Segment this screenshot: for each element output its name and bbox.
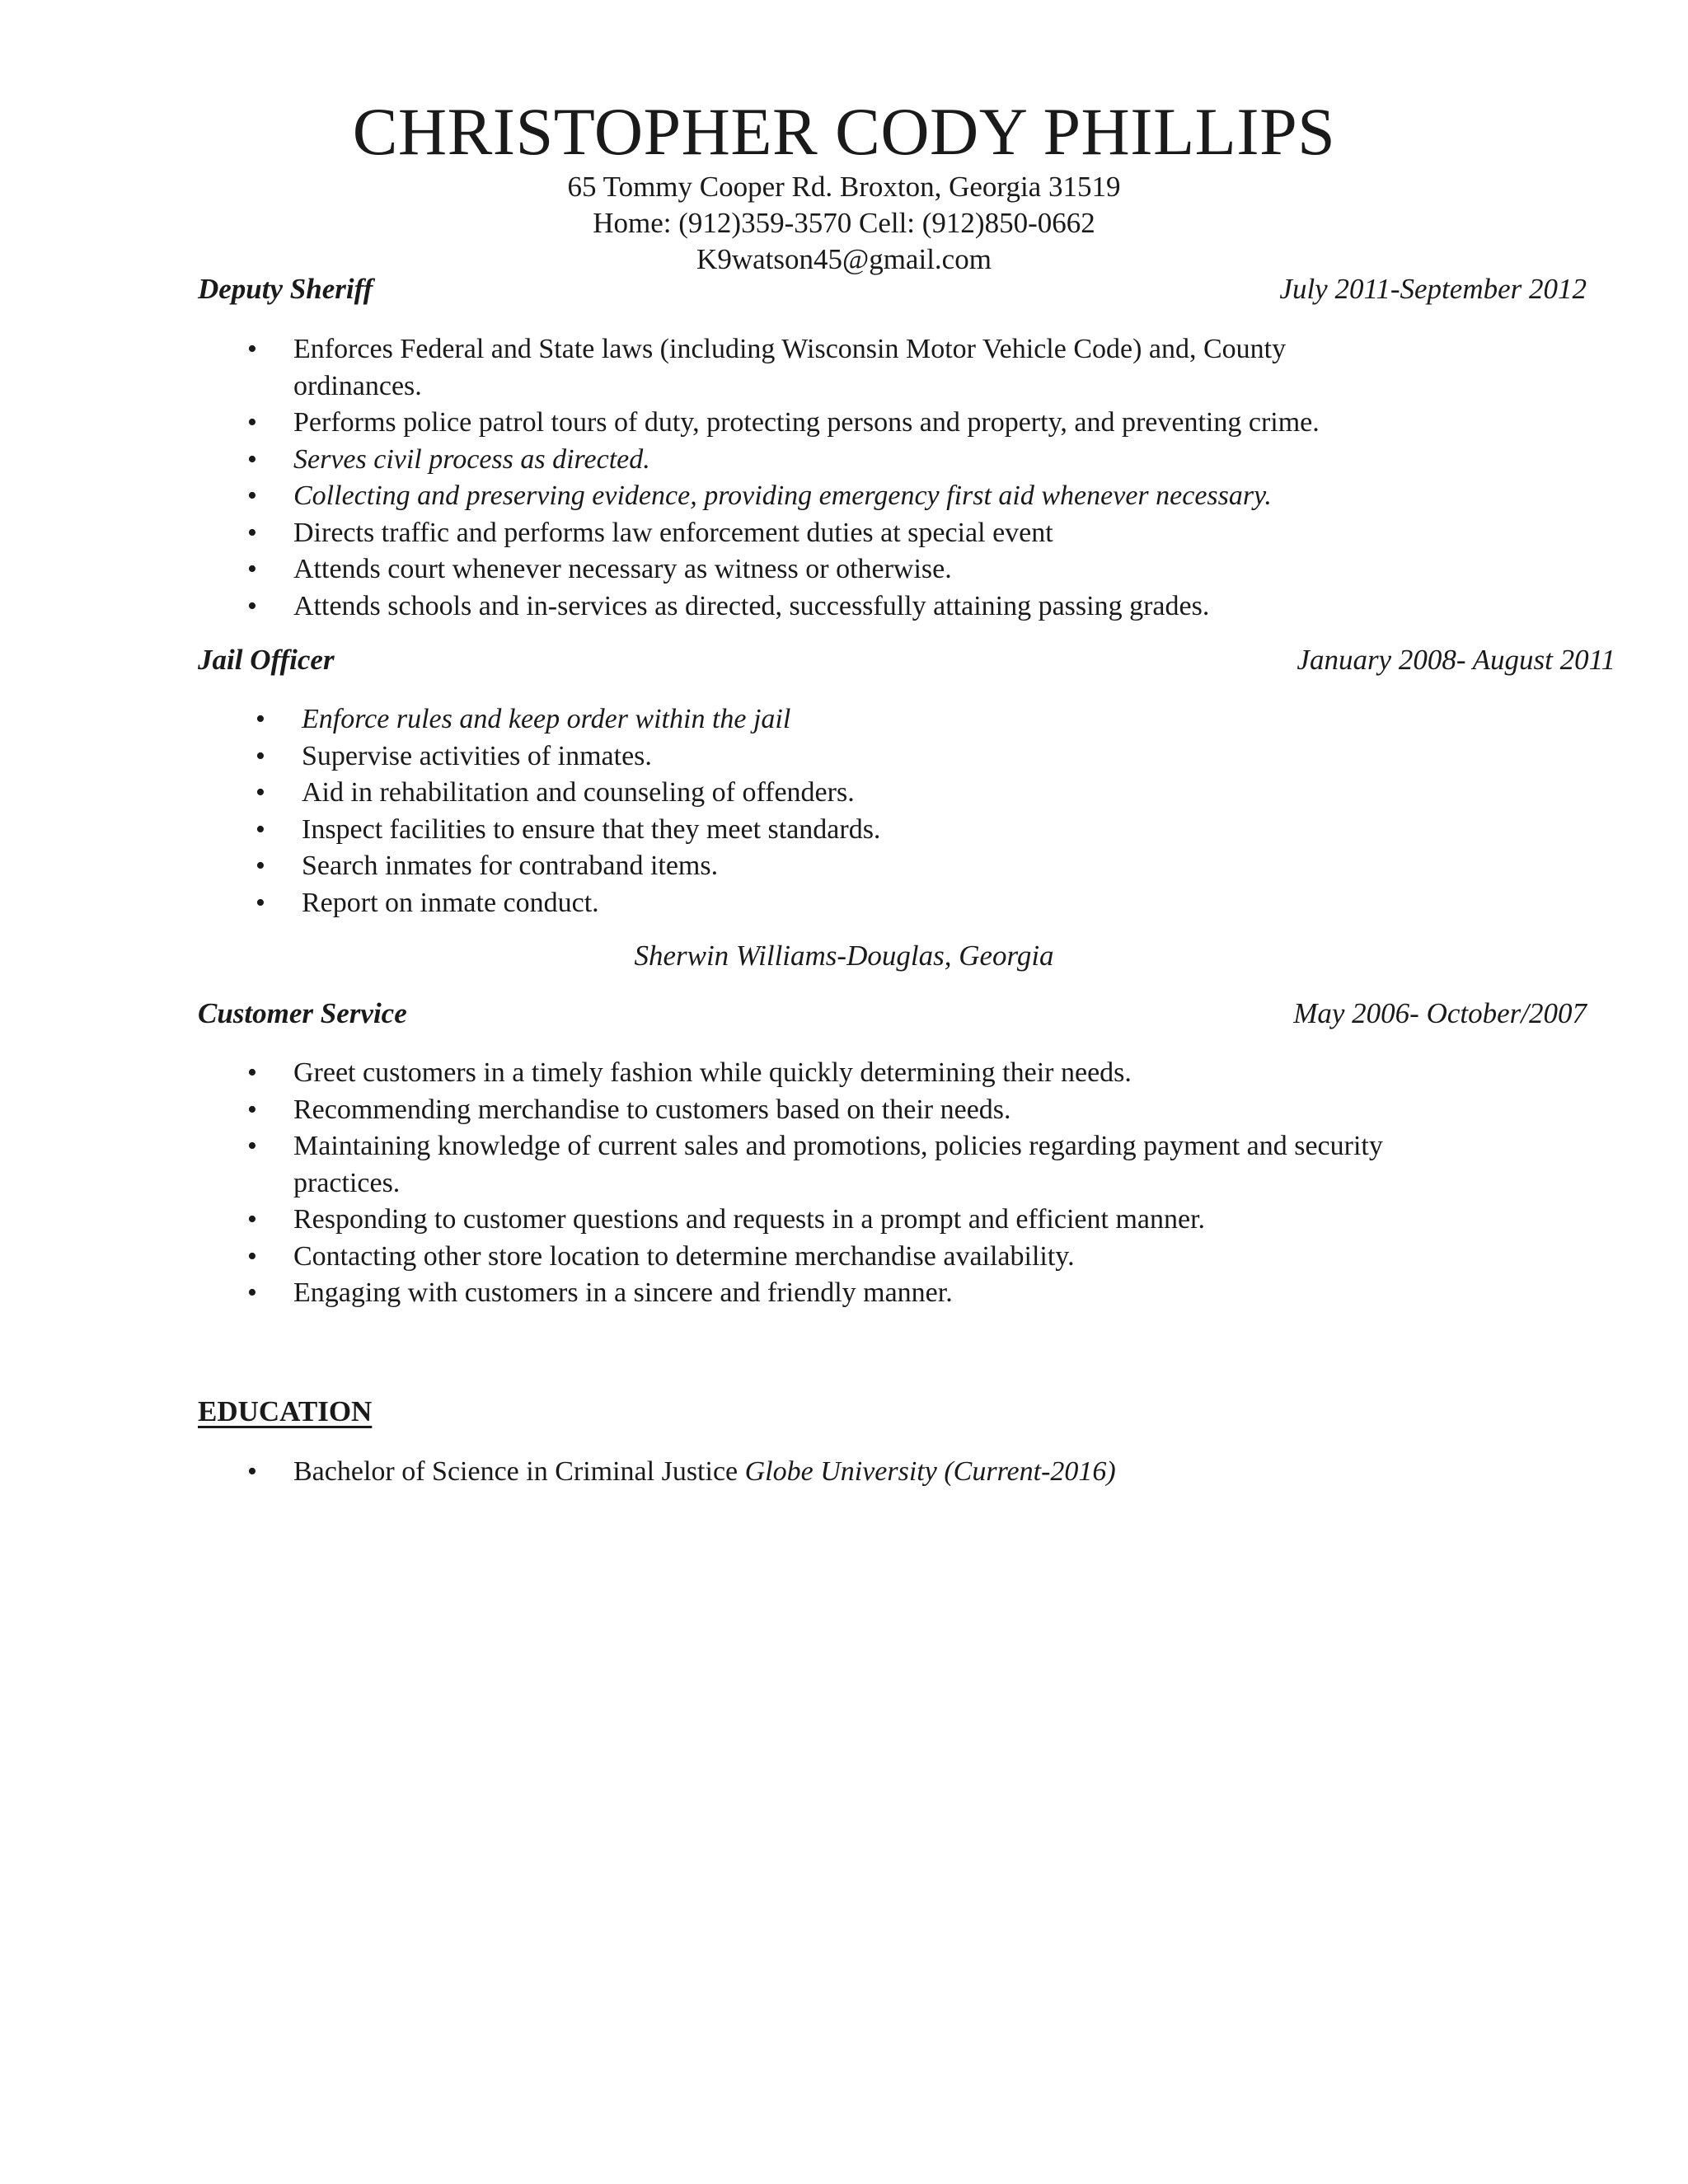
- education-list: [247, 1454, 1530, 1491]
- list-item: • Aid in rehabilitation and counseling of offenders.: [302, 775, 1538, 812]
- job-dates: January 2008- August 2011: [1296, 644, 1615, 676]
- list-item: • Maintaining knowledge of current sales and promotions, policies regarding payment and security practices.: [293, 1128, 1579, 1202]
- list-item: • Greet customers in a timely fashion while quickly determining their needs.: [293, 1055, 1579, 1092]
- bullet-icon: •: [256, 887, 265, 918]
- job-heading-customer-service: [198, 995, 1688, 1033]
- list-item: [247, 1454, 1530, 1491]
- job-duties-list: [247, 331, 1530, 625]
- job-dates: July 2011-September 2012: [1279, 273, 1587, 305]
- school: Globe University (Current-2016): [744, 1456, 1116, 1487]
- list-item: • Collecting and preserving evidence, providing emergency first aid whenever necessary.: [293, 478, 1530, 515]
- job-dates: May 2006- October/2007: [1293, 997, 1587, 1029]
- job-heading-deputy-sheriff: [198, 270, 1688, 308]
- list-item: • Serves civil process as directed.: [293, 442, 1530, 479]
- bullet-icon: •: [247, 1131, 257, 1161]
- bullet-icon: •: [247, 517, 257, 548]
- bullet-icon: •: [247, 554, 257, 584]
- email-address: K9watson45@gmail.com: [696, 243, 992, 275]
- list-item: • Search inmates for contraband items.: [302, 848, 1538, 885]
- bullet-icon: •: [247, 1456, 257, 1487]
- job-duties-list: [247, 1055, 1579, 1312]
- list-item: • Enforces Federal and State laws (including Wisconsin Motor Vehicle Code) and, County ordinances.: [293, 331, 1530, 405]
- education-heading: EDUCATION: [198, 1395, 373, 1427]
- job-duties-list: [256, 701, 1538, 921]
- bullet-icon: •: [247, 590, 257, 621]
- bullet-icon: •: [247, 1057, 257, 1088]
- phone-numbers: Home: (912)359-3570 Cell: (912)850-0662: [593, 207, 1095, 239]
- bullet-icon: •: [247, 443, 257, 475]
- bullet-icon: •: [256, 851, 265, 881]
- bullet-icon: •: [256, 740, 265, 771]
- job-title: Deputy Sheriff: [198, 273, 373, 305]
- list-item: • Enforce rules and keep order within the jail: [302, 701, 1538, 738]
- list-item: • Attends schools and in-services as directed, successfully attaining passing grades.: [293, 588, 1530, 626]
- list-item: • Report on inmate conduct.: [302, 885, 1538, 922]
- bullet-icon: •: [247, 1240, 257, 1272]
- bullet-icon: •: [247, 334, 257, 364]
- job-heading-jail-officer: [198, 641, 1688, 679]
- employer-name: Sherwin Williams-Douglas, Georgia: [634, 940, 1054, 972]
- degree: Bachelor of Science in Criminal Justice: [293, 1456, 738, 1487]
- list-item: • Inspect facilities to ensure that they meet standards.: [302, 812, 1538, 849]
- bullet-icon: •: [256, 777, 265, 808]
- list-item: • Directs traffic and performs law enforcement duties at special event: [293, 515, 1530, 552]
- list-item: • Engaging with customers in a sincere and friendly manner.: [293, 1275, 1579, 1312]
- list-item: • Performs police patrol tours of duty, protecting persons and property, and preventing crime.: [293, 405, 1530, 442]
- bullet-icon: •: [247, 1277, 257, 1308]
- bullet-icon: •: [247, 480, 257, 511]
- candidate-name: CHRISTOPHER CODY PHILLIPS: [352, 94, 1336, 169]
- bullet-icon: •: [256, 704, 265, 734]
- list-item: • Supervise activities of inmates.: [302, 738, 1538, 776]
- job-title: Jail Officer: [198, 644, 335, 676]
- job-title: Customer Service: [198, 997, 407, 1029]
- list-item: • Responding to customer questions and requests in a prompt and efficient manner.: [293, 1202, 1579, 1239]
- bullet-icon: •: [247, 1204, 257, 1235]
- bullet-icon: •: [247, 407, 257, 438]
- bullet-icon: •: [247, 1094, 257, 1125]
- list-item: • Attends court whenever necessary as witness or otherwise.: [293, 551, 1530, 588]
- list-item: • Recommending merchandise to customers based on their needs.: [293, 1092, 1579, 1129]
- bullet-icon: •: [256, 813, 265, 845]
- list-item: • Contacting other store location to determine merchandise availability.: [293, 1239, 1579, 1276]
- address: 65 Tommy Cooper Rd. Broxton, Georgia 31519: [567, 171, 1121, 203]
